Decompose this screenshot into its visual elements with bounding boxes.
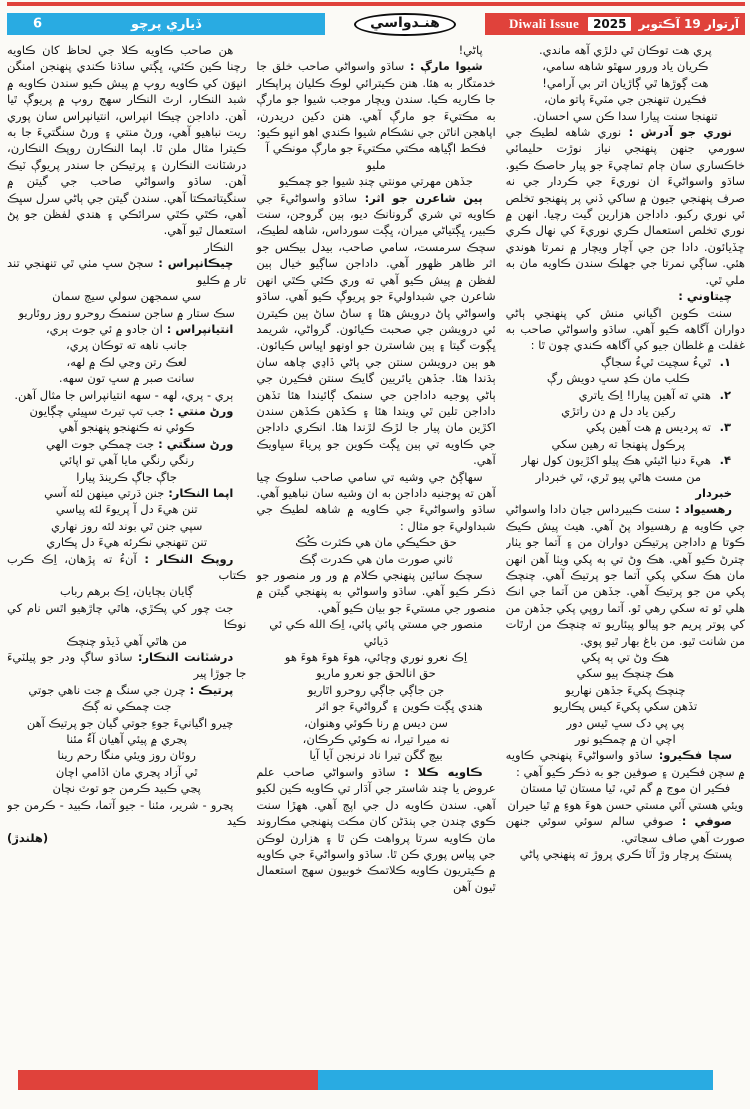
article-paragraph: پرتيڪ : چرن جي سنگ ۾ جت ناهي جوتي [28,682,234,697]
article-paragraph: چيڪانپراس : سڄڻ سڀ مٺي ٿي تنهنجي تند تار ۾ ڪليو [7,256,247,287]
list-item-first-line: ۴. هيءَ دنيا اڻيئي هڪ پيلو اکڙيون کول نهار [521,453,731,468]
article-paragraph: ورڻ منتي : جب تپ تيرٿ سڀيئي چڳايون [29,403,234,418]
paragraph-lead: ڪاويه ڪلا : [395,764,483,779]
article-paragraph: اپما النڪار: جنن ڌرتي مينهن لئه آسي [44,485,234,500]
paragraph-lead: سچا فڪيرو: [652,748,733,763]
verse-line: بيچ گگن تيرا ناد نرنجن آيا آيا [309,748,443,763]
verse-line: فڪط اڳياهه مڪتي مڪتيءَ جو مارڳ مونڪي آ مليو [265,141,487,172]
masthead-supplement-section [7,13,325,35]
verse-line: چنچڪ پکيءَ جڏهن نهاريو [565,682,686,697]
verse-line: تنن تنهنجي نڪرئه هيءَ دل پڪاري [46,535,208,550]
paragraph-lead: پرتيڪ : [185,682,234,697]
paragraph-lead: ورڻ منتي : [165,403,234,418]
paragraph-lead: ورڻ سنگتي : [154,436,234,451]
article-paragraph: صوفي : صوفي سالم سوئي سوئي جنهن صورت آهي صاف سڃاتي. [505,814,745,845]
verse-line: رنگي رنگي مايا آهي تو اپائي [59,453,195,468]
footer-cyan-bar [318,1070,713,1090]
issue-label: Diwali Issue [509,16,579,31]
verse-line: سڪ ستار ۾ ساجن سنمڪ روحرو روز روئاريو [18,305,235,320]
text-line: النڪار [204,239,234,254]
paragraph-lead: رهسيواد : [670,502,732,517]
verse-line: نه ميرا تيرا، نه ڪوئي ڪرڪان، [302,732,450,747]
article-paragraph: روپڪ النڪار : آنءُ ته پڙهان، اِڪ ڪرب ڪتاب [7,551,247,582]
list-item-second-line: پرڪول پنهنجا ته رهين سکي [551,436,686,451]
article-paragraph: سچڪ سائين پنهنجي ڪلام ۾ ور ور منصور جو ذڪر ڪيو آهي. ساڌو واسواڻي به پنهنجي گيتن ۾ منصور جي مستيءَ جو بيان ڪيو آهي. [256,568,496,615]
verse-line: جڏهن مهرتي مونتي چنڊ شيوا جو چمڪيو [279,174,473,189]
date-label: آرتوار 19 آڪتوبر [638,17,739,31]
list-item-number: ٢. [719,387,731,402]
footer-red-bar [18,1070,318,1090]
inline-heading: خبردار [695,485,732,500]
masthead-logo-section [325,13,485,35]
verse-line: ڪريان ياد ورور سهٿو شاهه سامي، [542,59,709,74]
verse-line: هت ڳوڙها ٿي ڳاڙيان اتر بي آرامي! [542,75,709,90]
article-paragraph: ٻين شاعرن جو اثر: ساڌو واسواڻيءَ جي ڪاويه تي شري گرونانڪ ديو، ٻين گروجن، سنت ڪبير، ڀڳتياڻي ميران، ڀڳت سورداس، شاهه لطيڪ، سچڪ سرمست، سامي صاحب، بيدل بيڪس جو اثر ظاهر ظهور آهي. داداجن ساڳيو خيال ٻين لفظن ۾ پيش ڪيو آهي ته وري ڪٿي ڪٿي انهن شاعرن جي شبداوليءَ جو پريوڳ ڪيو آهي. ساڌو واسواڻي پاڻ درويش هئا ۽ ساڻ ساڻ ٻين ڪيترن ئي درويشن جي صحبت ڪيائون. گرواڻي، شريمد ڀڳوت گيتا ۽ ٻين شاسترن جو اونهو اڀياس ڪيائون. هو ٻين درويشن سنتن جي ٻاڻي ڏاڍي چاهه سان ٻڌندا هئا. جڏهن يائريين گايڪ سنتن فڪيرن جي ٻاڻي پوجيه داداجن جي سنمک ڳائيندا هئا تڏهن داداجن تلين ٿي ويندا هئا ۽ ڪڏهن ڪڏهن سندن اکڙين مان پيار جا لڙڪ لڙندا هئا. انڪري داداجن جي ڪاويه تي ٻين ڀڳت ڪوين جو پرياءَ سڀاويڪ آهي. [256,190,496,468]
verse-line: سي سمجهن سولي سيڄ سمان [52,289,202,304]
masthead-date-section [485,13,745,35]
article-paragraph: رهسيواد : سنت ڪبيرداس جيان دادا واسواڻي جي ڪاويه ۾ رهسيواد پڻ آهي. هيٺ پيش ڪيڪ ڪوتا ۾ داداجن پرتيڪن دواران من ۽ آتما جو يٺار چترڻ ڪيو آهي. هڪ وڻ تي ٻه پکي ويٺا آهن انهن مان هڪ سکي پکي آتما جو پرتيڪ آهي. چنچڪ پکي من جو پرتيڪ آهي. جڏهن من آتما جي انڪ هلي ٿو ته سکي رهي ٿو. آتما روپي پکي جڏهن من کي پوتر پريم جو پيالو پيئاريو ته چنچڪ من ارٿات من شانت ٿيو. من باغ بهار ٿيو پوي. [505,502,745,648]
verse-line: هڪ وڻ تي ٻه پکي [581,650,670,665]
verse-line: ڳايان بڄايان، اِڪ برهم رباب [59,584,194,599]
text-line: هندي ڀڳت ڪوين ۽ گرواڻيءَ جو اثر [316,699,483,714]
verse-line: روئان روز ويئي منگا رحم رينا [57,748,196,763]
article-paragraph: ڪاويه ڪلا : ساڌو واسواڻي صاحب علم عروض يا چند شاستر جي آڌار تي ڪاويه ڪين لکيو آهي. سندن ڪاويه دل جي اپڄ آهي. ههڙا سنت ڪوي چندن جي ٻنڌڻن کان مڪت پنهنجي مڪاروند مان ڪاويه سرتا پرواهت ڪن ٿا ۽ هزارن لوڪن جي پياس پوري ڪن ٿا. ساڌو واسواڻيءَ جي ڪاويه ۾ ڪيتريون ڪاويه ڪلاتمڪ خوبيون سهج استعمال ٿيون آهن [256,764,496,894]
list-item-second-line: من مست هاٿي پيو ٿري، ٿي خبردار [535,469,702,484]
verse-line: حق انالحق جو نعرو ماريو [316,666,436,681]
paragraph-lead: ٻين شاعرن جو اثر: [357,190,483,205]
verse-line: اچي ان ۾ چمڪيو نور [574,732,676,747]
verse-line: تنهنجا سنت پيارا سدا ڪن سي احسان. [533,108,718,123]
numbered-verse-item [506,452,731,485]
list-item-second-line: ڪلب مان ڪڍ سڀ دويش رڳ [546,371,690,386]
verse-line: منصور جي مستي پائي پائي، اِڪ الله ڪي ئي ڌيائي [269,617,483,648]
article-paragraph: ٻري - پري، لهه - سهه انتيانپراس جا مثال آهن. [14,387,234,402]
list-item-second-line: رکين ياد دل ۾ دن راتڙي [561,403,676,418]
inline-heading: چيتاوني : [678,289,732,304]
paragraph-lead: روپڪ النڪار : [136,551,234,566]
verse-line: جن جاڳي جاڳي روحرو اٿاريو [307,682,445,697]
list-item-number: ۴. [719,453,731,468]
verse-line: ٿي آزاد پڃري مان اڏامي اچان [55,764,198,779]
verse-line: فڪير ان موج ۾ گم ٿي، ٿيا مستان ٿيا مستان [520,781,731,796]
verse-line: جاڳ جاڳ ڪرينڌ پيارا [76,469,178,484]
article-paragraph: پستڪ پرچار وڙ آٿا ڪري پروڙ ته پنهنجي پاڻي [519,846,732,861]
article-paragraph: چيرو اگيانيءَ جوءِ جوتي گيان جو پرتيڪ آهن [26,715,234,730]
inline-heading: (هلندڙ) [7,830,49,845]
article-paragraph: درشٽانت النڪار: ساڌو ساڳ ودر جو پيلٽيءَ جا جوڙا پير [7,650,247,681]
paragraph-lead: صوفي : [673,814,732,829]
article-paragraph: سچا فڪيرو: ساڌو واسواڻيءَ پنهنجي ڪاويه ۾ سچن فڪيرن ۽ صوفين جو به ذڪر ڪيو آهي : [505,748,745,779]
list-item-first-line: ٣. ته پرديس ۾ هت آهين پکي [586,420,731,435]
article-paragraph: انتيانپراس : ان جادو ۾ ئي جوت ٻري، [45,321,234,336]
verse-line: لعڪ رتن وڃي لڪ ۾ لهه، [66,354,187,369]
list-item-first-line: ٢. هتي ته آهين پيارا! اِڪ ياتري [578,387,731,402]
verse-line: من هاٿي آهي ڏيڏو چنچڪ [66,633,188,648]
paragraph-lead: نوري جو آدرش : [621,125,732,140]
verse-line: ڪوئي نه ڪنهنجو پنهنجو آهي [58,420,195,435]
verse-line: تنن هيءَ دل آ پريوءَ لئه پياسي [55,502,198,517]
list-item-first-line: ١. ٿيءُ سچيت ٿيءُ سجاڳ [600,354,731,369]
verse-line: ويئي هستي آئي مستي حسن هوءَ هوءِ ۾ ٿيا حيران [507,797,744,812]
verse-line: سپي جنن ٿي بوند لئه روز نهاري [50,518,203,533]
verse-line: حق حڪيڪي مان هي ڪثرت ڪُڪ [295,535,457,550]
paragraph-lead: انتيانپراس : [162,321,234,336]
year-badge: 2025 [588,17,631,31]
verse-line: سن ديس ۾ رنا ڪوئي وهنوان، [304,715,448,730]
column-middle [256,42,495,1064]
article-paragraph: نوري جو آدرش : نوري شاهه لطيڪ جي سورمي جنهن پنهنجي نياز نوڙت حليمائي خاڪساري سان ڄام تماچيءَ جو پيار حاصڪ ڪيو. ساڌو واسواڻيءَ ان نوريءَ جي ڪردار جي نه صرف پنهنجي جيون ۾ ساکي ڏني پر پنهنجو تخلص ئي نوري رکيو. داداجن هزارين گيت رچيا. انهن ۾ نوري تخلص استعمال ڪري نوريءَ کي نهال ڪري ڇڏيائون. دادا جن جي آچار ويچار ۾ نمرتا هوندي هئي. ساڳي نمرتا جي جهلڪ سندن ڪاويه مان به ملي ٿي. [505,125,745,287]
verse-line: جانب ناهه ته توڪان پري، [65,338,188,353]
numbered-verse-item [506,419,731,452]
masthead [7,13,745,35]
verse-line: تڏهن سکي پکيءَ کيس پڪاريو [553,699,698,714]
list-item-number: ٣. [719,420,731,435]
verse-line: سانت صبر ۾ سڀ تون سهه. [58,371,195,386]
list-item-number: ١. [719,354,731,369]
column-right [506,42,745,1064]
article-body [7,42,745,1064]
verse-line: پي پي دک سڀ ٿيس دور [566,715,685,730]
paragraph-lead: شيوا مارڳ : [404,59,483,74]
verse-line: فڪيرن تنهنجن جي مٽيءَ پاتو مان، [544,92,707,107]
verse-line: هڪ چنچڪ ٻيو سکي [576,666,675,681]
verse-line: پري هت توڪان ٿي دلڙي آهه ماندي. [539,43,712,57]
newspaper-logo: هنـدواسي [354,13,456,36]
text-line: پاڻي! [458,43,483,57]
top-rule [7,2,745,6]
paragraph-lead: چيڪانپراس : [153,256,234,271]
numbered-verse-item [506,354,731,387]
supplement-label: ڏياري پرچو [131,16,201,32]
verse-line: اِڪ نعرو نوري وڄائي، هوءَ هوءَ هوءَ هو [284,650,468,665]
article-paragraph: جت چور کي پڪڙي، هاٿي چاڙهيو اٿس نام کي نوڪا [7,600,247,632]
column-left [7,42,246,1064]
verse-line: پڃي ڪبيد ڪرمن جو توٽ نچان [52,781,201,796]
article-paragraph: سنت ڪوين اگياني منش کي پنهنجي ٻاڻي دواران آگاهه ڪيو آهي. ساڌو واسواڻي صاحب به غفلت ۾ غلطان جيو کي آگاهه ڪندي چون ٿا : [505,305,745,353]
paragraph-lead: اپما النڪار: [164,485,234,500]
article-paragraph: هن صاحب ڪاويه ڪلا جي لحاظ کان ڪاويه رچنا ڪين ڪئي، ڀڳتي ساڌنا ڪندي پنهنجن امنگن انڀوَن کي ڪاويه روپ ۾ پيش ڪيو سندن ڪاويه ۾ شبد النڪار، ارٿ النڪار سهج روپ ۾ پريوڳ ٿيا آهن. داداجن چيڪا انپراس، انتيانپراس سان پوري ريت نباهيو آهي، ورڻ منتي ۽ ورڻ سنگتيءَ جا به ڪيترا مثال ملن ٿا. اپما النڪارن روپڪ النڪارن، درشٽانت النڪارن ۽ پرتيڪن جا سندر پريوڳ ٽيڪ آهن. ساڌو واسواڻي صاحب جي گيتن ۾ سنگيتاتمڪتا آهي. سندن گيتن جي ٻاڻي سرل سڀڪ آهي، ڪٿي ڪٿي سرائڪي ۽ هندي لفظن جو پڻ استعمال ٿيو آهي. [7,43,247,238]
paragraph-lead: درشٽانت النڪار: [132,650,234,665]
article-paragraph: سهاڳڻ جي وشيه تي سامي صاحب سلوڪ چيا آهن ته پوجنيه داداجن به ان وشيه سان نباهيو آهي. ساڌو واسواڻيءَ جي ڪاويه ۾ شاهه لطيڪ جي شبداوليءَ جو مثال : [256,469,496,533]
verse-line: ثاني صورت مان هي ڪدرت ڳڪ [299,551,453,566]
verse-line: پڃري ۾ پيئي آهيان آءٌ مئنا [66,732,187,747]
article-paragraph: ورڻ سنگتي : جت چمڪي جوت الهي [45,436,234,451]
article-paragraph: شيوا مارڳ : ساڌو واسواڻي صاحب خلق جا خدمتگار به هئا. هنن ڪيترائي لوڪ ڪليان پراپڪار جا ڪاريه ڪيا. سندن ويچار موجب شيوا جو مارڳ به مڪتيءَ جو مارڳ آهي. هنن دکين دريدرن، اپاهجن اناٿن جي نشڪام شيوا ڪندي اهو انڀو ڪيو: [256,59,496,140]
article-paragraph: پڃرو - شرير، مئنا - جيو آتما، ڪبيد - ڪرمن جو ڪيد [7,797,247,829]
page-number: 6 [33,16,43,32]
numbered-verse-item [506,387,731,420]
verse-line: جت چمڪي نه ڳڪ [81,699,172,714]
